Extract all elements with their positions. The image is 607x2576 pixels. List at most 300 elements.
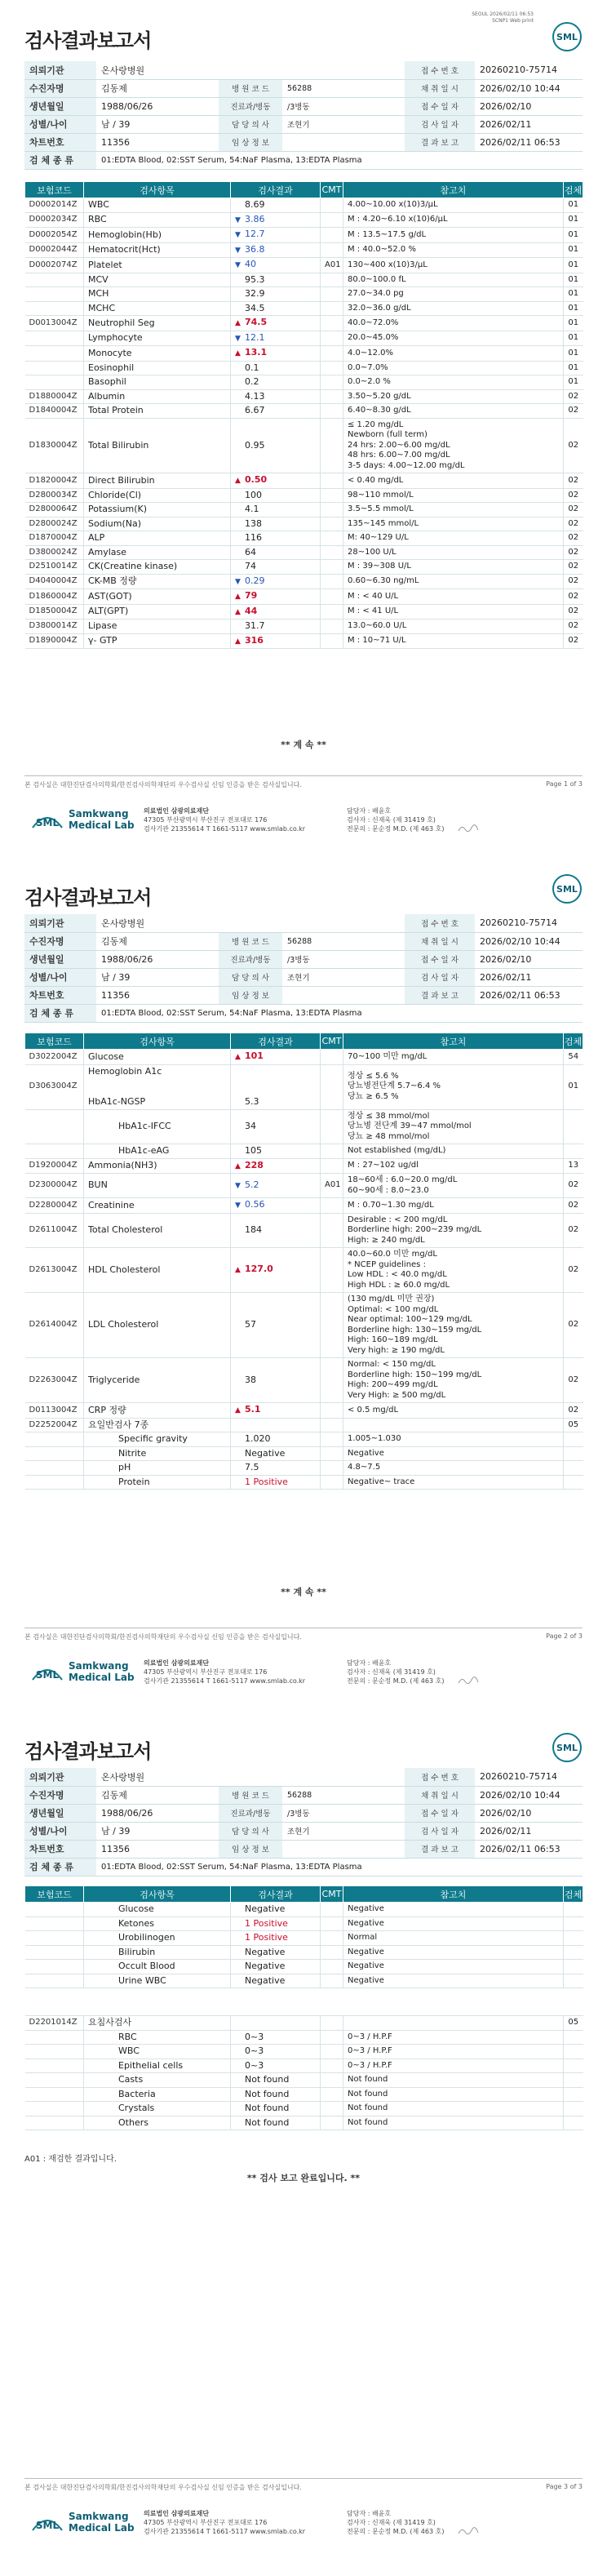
- test-name: WBC: [84, 198, 231, 213]
- test-name: pH: [84, 1461, 231, 1476]
- insurance-code: [25, 287, 84, 302]
- insurance-code: [25, 301, 84, 316]
- svg-text:SML: SML: [35, 1669, 60, 1681]
- specimen-code: 02: [564, 488, 583, 503]
- signature-mark: [457, 1675, 480, 1689]
- reference-range: M : < 40 U/L: [343, 589, 564, 605]
- comment-code: [321, 1064, 343, 1109]
- info-value: 김동제: [96, 79, 219, 97]
- info-row: [24, 1804, 583, 1822]
- info-value: 남 / 39: [96, 115, 219, 133]
- info-label: 의뢰기관: [24, 914, 96, 932]
- comment-code: [321, 1903, 343, 1917]
- result-row: [25, 2102, 583, 2116]
- specimen-row: [24, 1004, 583, 1022]
- comment-code: [321, 375, 343, 390]
- insurance-code: [25, 1974, 84, 1988]
- info-mid-label: 담 당 의 사: [219, 968, 282, 986]
- column-header: 보험코드: [25, 1033, 84, 1050]
- info-mid-label: 임 상 정 보: [219, 1840, 282, 1858]
- result-row: [25, 1461, 583, 1476]
- test-result: Not found: [231, 2087, 321, 2102]
- comment-code: [321, 574, 343, 589]
- info-row: [24, 61, 583, 79]
- test-result: [231, 1418, 321, 1432]
- info-mid-value: /3병동: [282, 950, 405, 968]
- info-mid-label: [219, 61, 282, 79]
- result-row: [25, 418, 583, 473]
- column-header: 참고치: [343, 1886, 564, 1903]
- comment-code: [321, 418, 343, 473]
- specimen-code: 02: [564, 1174, 583, 1198]
- info-value: 11356: [96, 1840, 219, 1858]
- specimen-code: [564, 1475, 583, 1490]
- test-result: Negative: [231, 1960, 321, 1974]
- comment-code: [321, 2030, 343, 2045]
- footer-company-name: Samkwang Medical Lab: [69, 2511, 135, 2534]
- result-row: [25, 1903, 583, 1917]
- result-row: [25, 488, 583, 503]
- test-name: Creatinine: [84, 1198, 231, 1214]
- info-right-label: 결 과 보 고: [405, 133, 475, 151]
- reference-range: 0.0~7.0%: [343, 361, 564, 375]
- footer-staff: 담당자 : 배윤호 검사자 : 신재욱 (제 31419 호) 전문의 : 문순정 M.D. (제 463 호): [347, 1659, 445, 1685]
- comment-code: [321, 389, 343, 404]
- info-mid-value: [282, 1768, 405, 1786]
- test-result: 1 Positive: [231, 1931, 321, 1946]
- specimen-code: 01: [564, 273, 583, 287]
- test-name: 요일반검사 7종: [84, 1418, 231, 1432]
- result-row: [25, 242, 583, 258]
- specimen-code: 02: [564, 503, 583, 517]
- reference-range: Normal: < 150 mg/dL Borderline high: 150~199 mg/dL High: 200~499 mg/dL Very High: ≥ 500 mg/dL: [343, 1358, 564, 1403]
- reference-range: Not found: [343, 2102, 564, 2116]
- footer-address: 의료법인 삼광의료재단 47305 부산광역시 부산진구 전포대로 176 검사기관 21355614 T 1661-5117 www.smlab.co.kr: [144, 1659, 306, 1685]
- insurance-code: D3063004Z: [25, 1064, 84, 1109]
- test-name: MCV: [84, 273, 231, 287]
- column-header: 참고치: [343, 1033, 564, 1050]
- test-result: ▲ 101: [231, 1050, 321, 1065]
- column-header: 보험코드: [25, 1886, 84, 1903]
- info-mid-value: 56288: [282, 932, 405, 950]
- result-row: [25, 198, 583, 213]
- test-name: HbA1c-eAG: [84, 1144, 231, 1159]
- footer: [0, 2501, 607, 2550]
- sml-logo-icon: [552, 873, 583, 904]
- specimen-row: [24, 151, 583, 169]
- result-row: [25, 531, 583, 546]
- info-right-value: 2026/02/11 06:53: [475, 133, 583, 151]
- comment-code: [321, 633, 343, 649]
- result-row: [25, 2045, 583, 2059]
- reference-range: 4.8~7.5: [343, 1461, 564, 1476]
- test-name: Bilirubin: [84, 1945, 231, 1960]
- insurance-code: D2252004Z: [25, 1418, 84, 1432]
- info-mid-value: 조현기: [282, 968, 405, 986]
- comment-code: [321, 560, 343, 575]
- result-row: [25, 301, 583, 316]
- info-value: 1988/06/26: [96, 1804, 219, 1822]
- specimen-code: [564, 1945, 583, 1960]
- low-flag-icon: ▼: [235, 1201, 241, 1210]
- test-name: Ketones: [84, 1916, 231, 1931]
- info-right-value: 2026/02/11: [475, 115, 583, 133]
- svg-text:SML: SML: [556, 1743, 578, 1753]
- test-result: ▼ 12.1: [231, 331, 321, 346]
- reference-range: 0~3 / H.P.F: [343, 2059, 564, 2073]
- specimen-code: 01: [564, 331, 583, 346]
- comment-code: [321, 589, 343, 605]
- reference-range: (130 mg/dL 미만 권장) Optimal: < 100 mg/dL Near optimal: 100~129 mg/dL Borderline high: 130~159 mg/dL High: 160~189 mg/dL Very high: ≥ 190 mg/dL: [343, 1293, 564, 1358]
- test-result: 138: [231, 517, 321, 531]
- high-flag-icon: ▲: [235, 607, 241, 616]
- comment-code: A01: [321, 258, 343, 273]
- test-result: ▲ 44: [231, 604, 321, 620]
- test-name: ALP: [84, 531, 231, 546]
- result-row: [25, 1960, 583, 1974]
- page-title: 검사결과보고서: [24, 1740, 152, 1763]
- result-row: [25, 2059, 583, 2073]
- test-result: Negative: [231, 1446, 321, 1461]
- test-result: 64: [231, 545, 321, 560]
- info-row: [24, 115, 583, 133]
- info-right-value: 20260210-75714: [475, 914, 583, 932]
- test-result: 0.2: [231, 375, 321, 390]
- insurance-code: [25, 1960, 84, 1974]
- result-row: [25, 331, 583, 346]
- info-label: 생년월일: [24, 1804, 96, 1822]
- info-row: [24, 1768, 583, 1786]
- result-row: [25, 2030, 583, 2045]
- comment-code: [321, 1960, 343, 1974]
- reference-range: M : 40.0~52.0 %: [343, 242, 564, 258]
- comment-code: [321, 1358, 343, 1403]
- info-mid-label: 병 원 코 드: [219, 1786, 282, 1804]
- comment-code: [321, 1293, 343, 1358]
- reference-range: 3.5~5.5 mmol/L: [343, 503, 564, 517]
- insurance-code: D1830004Z: [25, 418, 84, 473]
- info-mid-value: /3병동: [282, 1804, 405, 1822]
- high-flag-icon: ▲: [235, 637, 241, 646]
- sml-footer-logo-icon: [29, 1659, 65, 1683]
- info-mid-value: [282, 986, 405, 1004]
- specimen-code: [564, 1903, 583, 1917]
- info-right-label: 접 수 번 호: [405, 1768, 475, 1786]
- info-label: 차트번호: [24, 986, 96, 1004]
- reference-range: Not found: [343, 2087, 564, 2102]
- specimen-code: [564, 1960, 583, 1974]
- info-right-label: 접 수 번 호: [405, 914, 475, 932]
- test-result: Not found: [231, 2116, 321, 2130]
- reference-range: 13.0~60.0 U/L: [343, 620, 564, 634]
- comment-code: [321, 1109, 343, 1144]
- test-name: Amylase: [84, 545, 231, 560]
- column-header: 검사항목: [84, 182, 231, 198]
- result-row: [25, 1198, 583, 1214]
- insurance-code: [25, 2030, 84, 2045]
- info-mid-value: [282, 1840, 405, 1858]
- test-name: Triglyceride: [84, 1358, 231, 1403]
- result-row: [25, 620, 583, 634]
- specimen-code: 02: [564, 389, 583, 404]
- disclaimer: 본 검사실은 대한진단검사의학회/한진검사의학재단의 우수검사실 신임 인증을 받은 검사실입니다.: [24, 781, 302, 788]
- reference-range: Negative: [343, 1974, 564, 1988]
- info-right-value: 2026/02/11: [475, 1822, 583, 1840]
- specimen-label: 검 체 종 류: [24, 1858, 96, 1876]
- high-flag-icon: ▲: [235, 1053, 241, 1061]
- info-row: [24, 932, 583, 950]
- insurance-code: D1870004Z: [25, 531, 84, 546]
- insurance-code: D2300004Z: [25, 1174, 84, 1198]
- comment-code: [321, 488, 343, 503]
- low-flag-icon: ▼: [235, 261, 241, 269]
- test-name: Ammonia(NH3): [84, 1158, 231, 1174]
- specimen-code: 01: [564, 361, 583, 375]
- reference-range: Negative: [343, 1903, 564, 1917]
- insurance-code: [25, 2116, 84, 2130]
- test-name: Direct Bilirubin: [84, 473, 231, 489]
- result-row: [25, 503, 583, 517]
- specimen-code: 54: [564, 1050, 583, 1065]
- specimen-code: 13: [564, 1158, 583, 1174]
- reference-range: 정상 ≤ 5.6 % 당뇨병전단계 5.7~6.4 % 당뇨 ≥ 6.5 %: [343, 1064, 564, 1109]
- comment-code: [321, 2116, 343, 2130]
- insurance-code: D2613004Z: [25, 1248, 84, 1293]
- results-table: [24, 181, 583, 649]
- info-value: 1988/06/26: [96, 97, 219, 115]
- result-row: [25, 404, 583, 419]
- result-row: [25, 1213, 583, 1248]
- result-row: [25, 1358, 583, 1403]
- specimen-code: 01: [564, 212, 583, 228]
- comment-code: [321, 1158, 343, 1174]
- specimen-value: 01:EDTA Blood, 02:SST Serum, 54:NaF Plasma, 13:EDTA Plasma: [96, 1004, 583, 1022]
- info-mid-value: 조현기: [282, 115, 405, 133]
- test-name: Platelet: [84, 258, 231, 273]
- column-header: 검사결과: [231, 1033, 321, 1050]
- info-mid-value: /3병동: [282, 97, 405, 115]
- result-row: [25, 545, 583, 560]
- specimen-code: 02: [564, 1248, 583, 1293]
- specimen-label: 검 체 종 류: [24, 151, 96, 169]
- info-row: [24, 914, 583, 932]
- patient-info-table: [24, 914, 583, 1023]
- insurance-code: [25, 361, 84, 375]
- test-result: 31.7: [231, 620, 321, 634]
- page-title: 검사결과보고서: [24, 886, 152, 909]
- insurance-code: D2800024Z: [25, 517, 84, 531]
- reference-range: Negative: [343, 1446, 564, 1461]
- comment-code: [321, 1974, 343, 1988]
- insurance-code: D2201014Z: [25, 2016, 84, 2031]
- specimen-code: 01: [564, 198, 583, 213]
- footer-staff: 담당자 : 배윤호 검사자 : 신재욱 (제 31419 호) 전문의 : 문순정 M.D. (제 463 호): [347, 807, 445, 833]
- test-name: MCH: [84, 287, 231, 302]
- test-result: ▲ 127.0: [231, 1248, 321, 1293]
- insurance-code: D0113004Z: [25, 1403, 84, 1419]
- reference-range: 40.0~72.0%: [343, 316, 564, 331]
- result-row: [25, 1144, 583, 1159]
- test-name: Monocyte: [84, 346, 231, 362]
- info-right-label: 채 취 일 시: [405, 79, 475, 97]
- comment-code: [321, 2045, 343, 2059]
- footer-staff: 담당자 : 배윤호 검사자 : 신재욱 (제 31419 호) 전문의 : 문순정 M.D. (제 463 호): [347, 2510, 445, 2535]
- test-result: 4.1: [231, 503, 321, 517]
- reference-range: Not found: [343, 2116, 564, 2130]
- reference-range: 1.005~1.030: [343, 1432, 564, 1447]
- reference-range: M: 40~129 U/L: [343, 531, 564, 546]
- test-name: Lipase: [84, 620, 231, 634]
- reference-range: Desirable : < 200 mg/dL Borderline high: 200~239 mg/dL High: ≥ 240 mg/dL: [343, 1213, 564, 1248]
- info-mid-label: 담 당 의 사: [219, 1822, 282, 1840]
- info-mid-label: [219, 1768, 282, 1786]
- test-name: Total Bilirubin: [84, 418, 231, 473]
- test-name: Lymphocyte: [84, 331, 231, 346]
- results-header: [25, 1033, 583, 1050]
- footer: [0, 1650, 607, 1699]
- test-name: Hematocrit(Hct): [84, 242, 231, 258]
- comment-code: [321, 2073, 343, 2088]
- test-name: Total Cholesterol: [84, 1213, 231, 1248]
- info-right-value: 2026/02/11 06:53: [475, 1840, 583, 1858]
- test-result: ▼ 36.8: [231, 242, 321, 258]
- test-name: γ- GTP: [84, 633, 231, 649]
- test-name: Albumin: [84, 389, 231, 404]
- insurance-code: D2614004Z: [25, 1293, 84, 1358]
- comment-code: [321, 1461, 343, 1476]
- insurance-code: D0013004Z: [25, 316, 84, 331]
- specimen-code: 02: [564, 574, 583, 589]
- comment-code: [321, 503, 343, 517]
- test-name: Eosinophil: [84, 361, 231, 375]
- info-right-value: 2026/02/10: [475, 950, 583, 968]
- low-flag-icon: ▼: [235, 1181, 241, 1190]
- test-result: 116: [231, 531, 321, 546]
- info-mid-value: 56288: [282, 79, 405, 97]
- specimen-code: [564, 1931, 583, 1946]
- specimen-code: 01: [564, 346, 583, 362]
- result-row: [25, 1475, 583, 1490]
- comment-code: [321, 361, 343, 375]
- result-row: [25, 1916, 583, 1931]
- specimen-code: 01: [564, 375, 583, 390]
- info-label: 의뢰기관: [24, 1768, 96, 1786]
- test-name: HDL Cholesterol: [84, 1248, 231, 1293]
- reference-range: M : 4.20~6.10 x(10)6/μL: [343, 212, 564, 228]
- footer: [0, 798, 607, 847]
- specimen-code: 01: [564, 1064, 583, 1109]
- test-result: ▲ 13.1: [231, 346, 321, 362]
- comment-code: [321, 198, 343, 213]
- info-right-value: 2026/02/10: [475, 1804, 583, 1822]
- result-row: [25, 1945, 583, 1960]
- specimen-code: 02: [564, 1213, 583, 1248]
- test-result: ▼ 0.56: [231, 1198, 321, 1214]
- test-result: ▼ 40: [231, 258, 321, 273]
- specimen-code: [564, 2045, 583, 2059]
- report-page-1: [0, 0, 607, 859]
- specimen-code: [564, 1109, 583, 1144]
- test-result: 0~3: [231, 2030, 321, 2045]
- info-row: [24, 986, 583, 1004]
- result-row: [25, 604, 583, 620]
- reference-range: 3.50~5.20 g/dL: [343, 389, 564, 404]
- info-mid-label: 진료과/병동: [219, 1804, 282, 1822]
- insurance-code: [25, 2045, 84, 2059]
- info-label: 차트번호: [24, 1840, 96, 1858]
- reference-range: 28~100 U/L: [343, 545, 564, 560]
- specimen-code: 05: [564, 1418, 583, 1432]
- test-result: Negative: [231, 1945, 321, 1960]
- reference-range: Negative: [343, 1916, 564, 1931]
- insurance-code: D2263004Z: [25, 1358, 84, 1403]
- info-right-label: 검 사 일 자: [405, 1822, 475, 1840]
- disclaimer: 본 검사실은 대한진단검사의학회/한진검사의학재단의 우수검사실 신임 인증을 받은 검사실입니다.: [24, 2484, 302, 2491]
- specimen-code: [564, 2102, 583, 2116]
- insurance-code: [25, 1475, 84, 1490]
- result-row: [25, 258, 583, 273]
- comment-code: [321, 2087, 343, 2102]
- info-value: 11356: [96, 986, 219, 1004]
- comment-code: [321, 273, 343, 287]
- result-row: [25, 589, 583, 605]
- column-header: CMT: [321, 1886, 343, 1903]
- test-name: WBC: [84, 2045, 231, 2059]
- specimen-code: 02: [564, 473, 583, 489]
- reference-range: Not found: [343, 2073, 564, 2088]
- test-result: 1.020: [231, 1432, 321, 1447]
- test-name: Crystals: [84, 2102, 231, 2116]
- test-result: 1 Positive: [231, 1475, 321, 1490]
- results-header: [25, 1886, 583, 1903]
- test-name: Sodium(Na): [84, 517, 231, 531]
- insurance-code: D1820004Z: [25, 473, 84, 489]
- specimen-label: 검 체 종 류: [24, 1004, 96, 1022]
- column-header: 보험코드: [25, 182, 84, 198]
- result-row: [25, 273, 583, 287]
- result-row: [25, 1050, 583, 1065]
- info-label: 성별/나이: [24, 115, 96, 133]
- test-result: ▲ 316: [231, 633, 321, 649]
- specimen-code: 02: [564, 517, 583, 531]
- report-page-3: [0, 1717, 607, 2576]
- high-flag-icon: ▲: [235, 1266, 241, 1275]
- reference-range: 4.0~12.0%: [343, 346, 564, 362]
- insurance-code: D0002044Z: [25, 242, 84, 258]
- specimen-code: 02: [564, 589, 583, 605]
- comment-code: [321, 1144, 343, 1159]
- reference-range: 0.0~2.0 %: [343, 375, 564, 390]
- column-header: 참고치: [343, 182, 564, 198]
- test-result: 184: [231, 1213, 321, 1248]
- high-flag-icon: ▲: [235, 1161, 241, 1170]
- svg-text:SML: SML: [556, 884, 578, 895]
- insurance-code: [25, 2087, 84, 2102]
- reference-range: 0~3 / H.P.F: [343, 2045, 564, 2059]
- insurance-code: D1860004Z: [25, 589, 84, 605]
- test-name: Specific gravity: [84, 1432, 231, 1447]
- info-row: [24, 968, 583, 986]
- test-name: Total Protein: [84, 404, 231, 419]
- info-mid-label: [219, 914, 282, 932]
- reference-range: M : 39~308 U/L: [343, 560, 564, 575]
- insurance-code: [25, 273, 84, 287]
- specimen-code: 01: [564, 258, 583, 273]
- test-name: Nitrite: [84, 1446, 231, 1461]
- specimen-code: [564, 1974, 583, 1988]
- info-value: 김동제: [96, 1786, 219, 1804]
- test-name: HbA1c-IFCC: [84, 1109, 231, 1144]
